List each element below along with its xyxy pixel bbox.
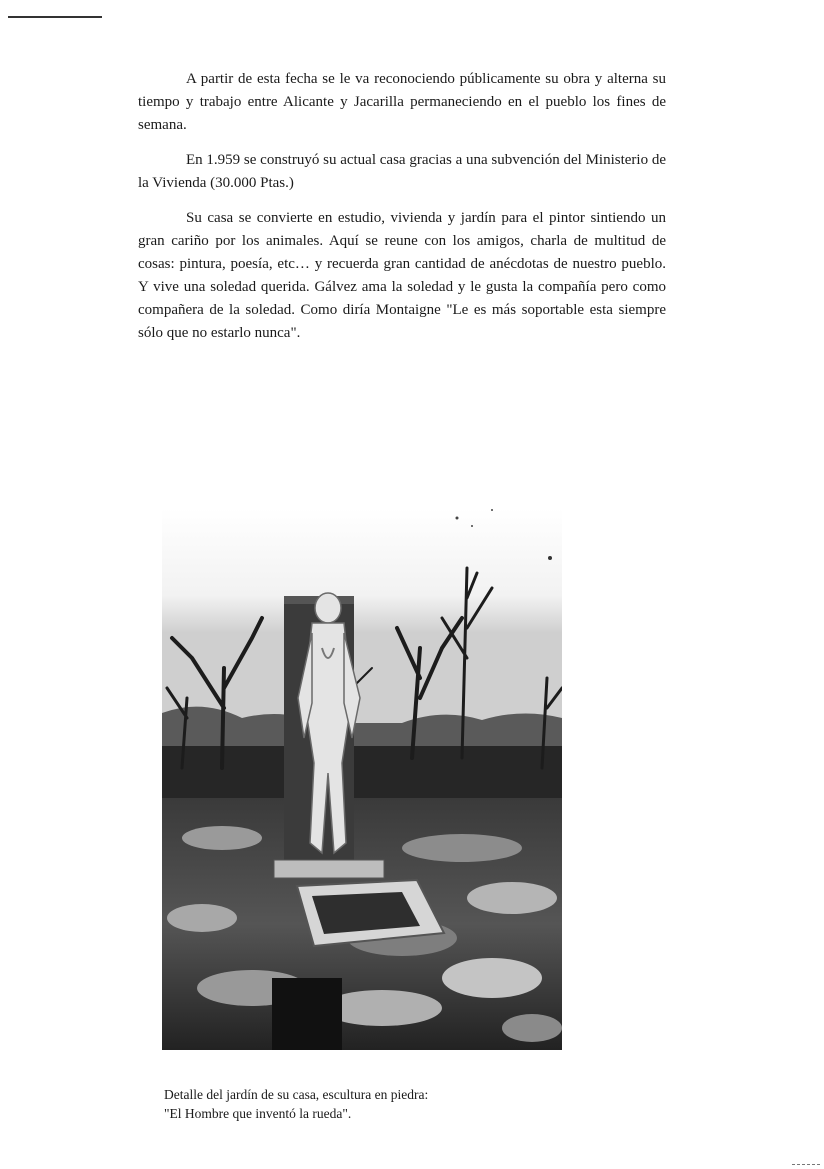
paragraph-3: Su casa se convierte en estudio, vivienda y jardín para el pintor sintiendo un gran cariño por los animales. Aquí se reune con los amigos, charla de multitud de cosas: pintura, poesía, etc… y recuerda gran cantidad de anécdotas de nuestro pueblo. Y vive una soledad querida. Gálvez ama la soledad y le gusta la compañía pero como compañera de la soledad. Como diría Montaigne "Le es más soportable esta siempre sólo que no estarlo nunca". bbox=[138, 210, 666, 341]
sculpture-photo-image bbox=[162, 508, 562, 1050]
paragraph-2: En 1.959 se construyó su actual casa gracias a una subvención del Ministerio de la Vivienda (30.000 Ptas.) bbox=[138, 152, 666, 191]
corner-mark bbox=[792, 1164, 820, 1165]
paragraph-1: A partir de esta fecha se le va reconociendo públicamente su obra y alterna su tiempo y trabajo entre Alicante y Jacarilla permaneciendo en el pueblo los fines de semana. bbox=[138, 71, 666, 133]
caption-line-1: Detalle del jardín de su casa, escultura en piedra: bbox=[164, 1087, 429, 1102]
photo-caption bbox=[164, 1085, 524, 1123]
top-rule bbox=[8, 16, 102, 18]
body-text bbox=[138, 68, 666, 357]
caption-line-2: "El Hombre que inventó la rueda". bbox=[164, 1106, 352, 1121]
sculpture-photo bbox=[162, 508, 562, 1050]
